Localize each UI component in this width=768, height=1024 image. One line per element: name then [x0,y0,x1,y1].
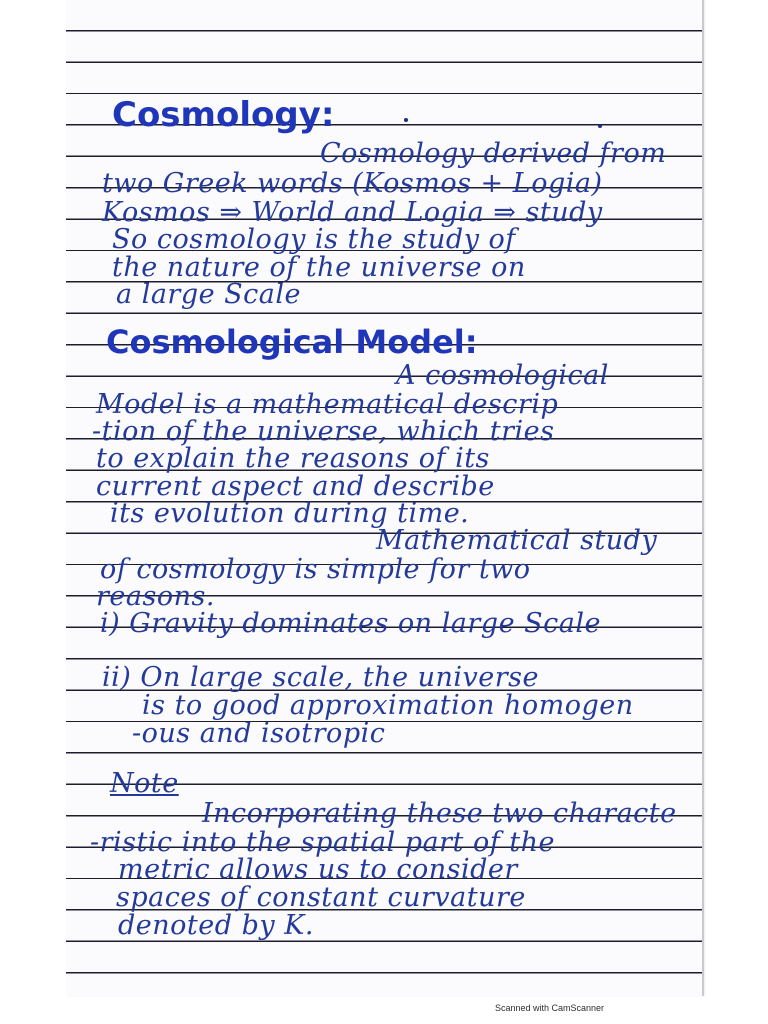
sheet-top-margin [66,0,702,30]
cosmology-line: Kosmos ⇒ World and Logia ⇒ study [102,197,603,228]
model-line: to explain the reasons of its [96,443,490,474]
model-line: -tion of the universe, which tries [92,416,555,447]
note-line: -ristic into the spatial part of the [90,827,556,858]
model-line: Mathematical study [376,525,658,556]
note-line: Incorporating these two characte [202,798,677,829]
model-line: -ous and isotropic [132,718,386,749]
note-line: metric allows us to consider [118,854,518,885]
cosmology-line: two Greek words (Kosmos + Logia) [102,168,603,199]
cosmology-line: a large Scale [116,279,301,310]
cosmology-line: the nature of the universe on [112,252,526,283]
model-line: its evolution during time. [110,498,470,529]
ink-dot [404,118,408,122]
cosmology-line: So cosmology is the study of [112,224,516,255]
model-line: current aspect and describe [96,471,495,502]
model-line: ii) On large scale, the universe [102,662,540,693]
heading-cosmological-model: Cosmological Model: [106,323,478,361]
note-label: Note [110,768,179,799]
cosmology-line: Cosmology derived from [320,138,667,169]
heading-cosmology: Cosmology: [112,95,335,135]
scanner-watermark: Scanned with CamScanner [495,1003,605,1013]
ink-dot [598,124,602,128]
model-line: i) Gravity dominates on large Scale [100,608,601,639]
model-line: of cosmology is simple for two [100,554,531,585]
model-line: Model is a mathematical descrip [96,389,559,420]
model-line: reasons. [96,581,215,612]
note-line: denoted by K. [118,910,314,941]
model-line: is to good approximation homogen [142,690,634,721]
model-line: A cosmological [396,360,609,391]
notebook-sheet [66,0,704,996]
note-line: spaces of constant curvature [116,882,526,913]
